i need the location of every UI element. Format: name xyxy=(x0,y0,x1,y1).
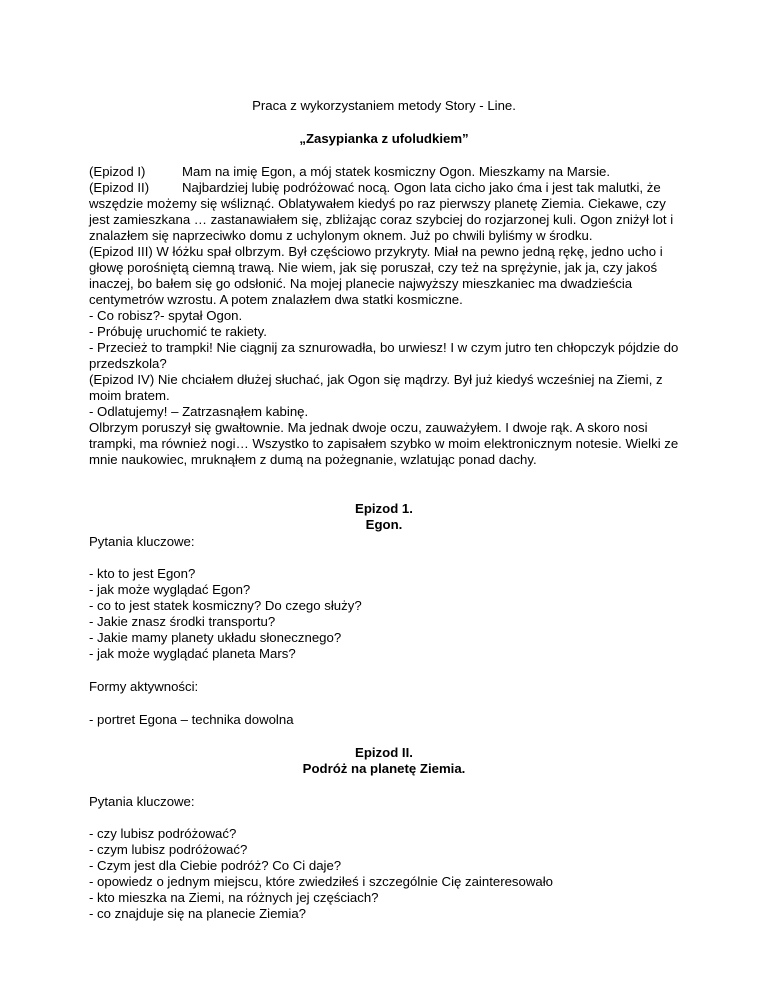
episode1-question: - jak może wyglądać Egon? xyxy=(89,582,251,597)
story-line-11: - Próbuję uruchomić te rakiety. xyxy=(89,324,267,339)
episode2-heading: Epizod II. xyxy=(355,745,413,760)
episode1-activities-label: Formy aktywności: xyxy=(89,679,199,694)
story-line-3: wszędzie możemy się wśliznąć. Oblatywałem kiedyś po raz pierwszy planetę Ziemia. Ciekawe, czy xyxy=(89,196,666,211)
episode2-question: - kto mieszka na Ziemi, na różnych jej częściach? xyxy=(89,890,379,905)
story-line-19: mnie naukowiec, mruknąłem z dumą na pożegnanie, wzlatując ponad dachy. xyxy=(89,452,537,467)
story-text: Najbardziej lubię podróżować nocą. Ogon lata cicho jako ćma i jest tak malutki, że xyxy=(182,180,661,195)
story-line-10: - Co robisz?- spytał Ogon. xyxy=(89,308,243,323)
episode1-question: - co to jest statek kosmiczny? Do czego służy? xyxy=(89,598,362,613)
story-line-16: - Odlatujemy! – Zatrzasnąłem kabinę. xyxy=(89,404,309,419)
story-line-13: przedszkola? xyxy=(89,356,167,371)
episode1-questions-label: Pytania kluczowe: xyxy=(89,534,195,549)
episode1-question: - jak może wyglądać planeta Mars? xyxy=(89,646,296,661)
document-title: Praca z wykorzystaniem metody Story - Line. xyxy=(252,98,516,113)
document-subtitle: „Zasypianka z ufoludkiem” xyxy=(299,131,469,146)
episode1-question: - kto to jest Egon? xyxy=(89,566,196,581)
story-line-6: (Epizod III) W łóżku spał olbrzym. Był częściowo przykryty. Miał na pewno jedną rękę, jedno ucho i xyxy=(89,244,663,259)
story-line-9: centymetrów wzrostu. A potem znalazłem dwa statki kosmiczne. xyxy=(89,292,463,307)
story-line-17: Olbrzym poruszył się gwałtownie. Ma jednak dwoje oczu, zauważyłem. I dwoje rąk. A skoro nosi xyxy=(89,420,648,435)
episode2-question: - Czym jest dla Ciebie podróż? Co Ci daje? xyxy=(89,858,342,873)
story-line-18: trampki, ma również nogi… Wszystko to zapisałem szybko w moim elektronicznym notesie. Wielki ze xyxy=(89,436,679,451)
story-line-5: znalazłem się naprzeciwko domu z uchylonym oknem. Już po chwili byliśmy w środku. xyxy=(89,228,593,243)
episode2-name: Podróż na planetę Ziemia. xyxy=(302,761,466,776)
episode1-question: - Jakie mamy planety układu słonecznego? xyxy=(89,630,342,645)
story-line-8: inaczej, bo bałem się go odsłonić. Na mojej planecie najwyższy mieszkaniec ma dwadzieścia xyxy=(89,276,633,291)
story-line-1 xyxy=(89,164,610,180)
episode2-question: - co znajduje się na planecie Ziemia? xyxy=(89,906,306,921)
episode2-questions-label: Pytania kluczowe: xyxy=(89,794,195,809)
story-line-14: (Epizod IV) Nie chciałem dłużej słuchać, jak Ogon się mądrzy. Był już kiedyś wcześniej na Ziemi, z xyxy=(89,372,663,387)
episode2-question: - czym lubisz podróżować? xyxy=(89,842,248,857)
episode1-name: Egon. xyxy=(365,517,403,532)
story-line-15: moim bratem. xyxy=(89,388,170,403)
story-line-2 xyxy=(89,180,661,196)
story-line-7: głowę porośniętą ciemną trawą. Nie wiem, jak się poruszał, czy też na sprężynie, jak ja, czy jakoś xyxy=(89,260,658,275)
episode1-question: - Jakie znasz środki transportu? xyxy=(89,614,276,629)
story-line-12: - Przecież to trampki! Nie ciągnij za sznurowadła, bo urwiesz! I w czym jutro ten chłopczyk pójdzie do xyxy=(89,340,679,355)
episode-label: (Epizod I) xyxy=(89,164,146,179)
episode2-question: - opowiedz o jednym miejscu, które zwiedziłeś i szczególnie Cię zainteresowało xyxy=(89,874,553,889)
episode-label: (Epizod II) xyxy=(89,180,150,195)
story-line-4: jest zamieszkana … zastanawiałem się, zbliżając coraz szybciej do rozjarzonej kuli. Ogon zniżył lot i xyxy=(89,212,674,227)
episode2-question: - czy lubisz podróżować? xyxy=(89,826,237,841)
episode1-heading: Epizod 1. xyxy=(355,501,413,516)
episode1-activity: - portret Egona – technika dowolna xyxy=(89,712,294,727)
story-text: Mam na imię Egon, a mój statek kosmiczny Ogon. Mieszkamy na Marsie. xyxy=(182,164,611,179)
